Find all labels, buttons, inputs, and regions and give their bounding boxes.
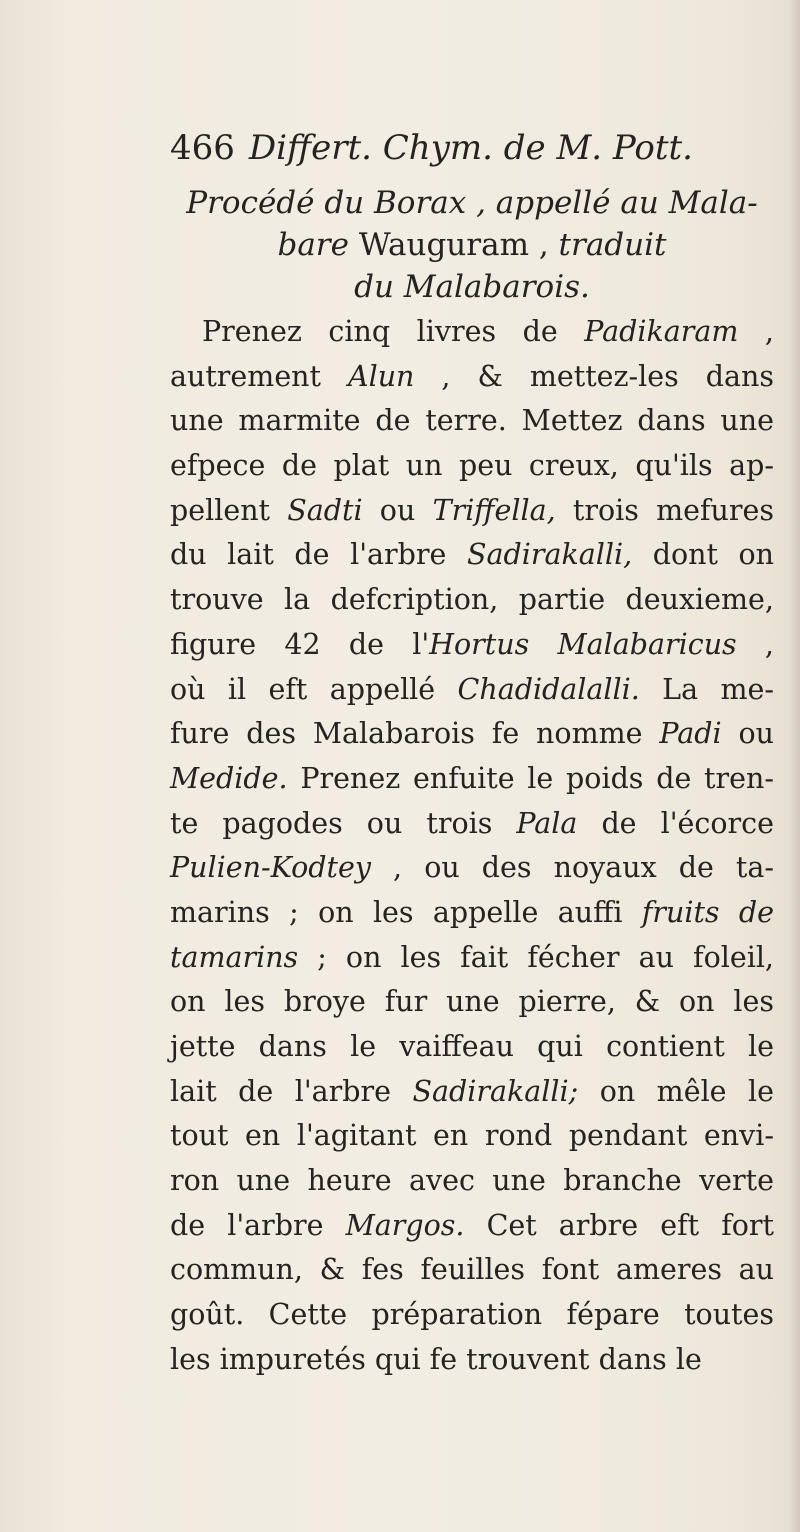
text-line: marins ; on les appelle auffi fruits de <box>170 895 775 929</box>
text-line: efpece de plat un peu creux, qu'ils ap- <box>170 449 774 483</box>
section-title <box>170 182 774 308</box>
text-line: on les broye fur une pierre, & on les <box>170 985 774 1019</box>
text-line: trouve la defcription, partie deuxieme, <box>170 583 774 617</box>
text-line: goût. Cette préparation fépare toutes <box>170 1298 774 1332</box>
text-line: Pulien-Kodtey , ou des noyaux de ta- <box>170 851 774 885</box>
text-line: tout en l'agitant en rond pendant envi- <box>170 1119 774 1153</box>
page-edge-shadow <box>788 0 800 1532</box>
text-line: tamarins ; on les fait fécher au foleil, <box>170 940 774 974</box>
running-header <box>170 128 750 168</box>
running-title: Differt. Chym. de M. Pott. <box>248 128 693 168</box>
text-line: jette dans le vaiffeau qui contient le <box>170 1030 774 1063</box>
text-line: fure des Malabarois fe nomme Padi ou <box>170 717 774 751</box>
text-line: commun, & fes feuilles font ameres au <box>170 1253 774 1287</box>
title-line-2-part-2: Wauguram , <box>358 227 549 263</box>
text-line: les impuretés qui fe trouvent dans le <box>170 1342 702 1376</box>
text-line: pellent Sadti ou Triffella, trois mefures <box>170 493 774 527</box>
text-line: où il eft appellé Chadidalalli. La me- <box>170 672 774 706</box>
title-line-3: du Malabarois. <box>354 269 590 305</box>
text-line: ron une heure avec une branche verte <box>170 1164 774 1198</box>
title-line-2 <box>170 224 774 266</box>
text-line: lait de l'arbre Sadirakalli; on mêle le <box>170 1074 775 1108</box>
text-line: autrement Alun , & mettez-les dans <box>170 359 774 393</box>
body-paragraph <box>170 310 774 1383</box>
text-line: Prenez cinq livres de Padikaram , <box>202 315 774 348</box>
text-line: de l'arbre Margos. Cet arbre eft fort <box>170 1208 774 1242</box>
text-line: figure 42 de l'Hortus Malabaricus , <box>170 627 774 661</box>
title-line-1: Procédé du Borax , appellé au Mala- <box>186 185 758 221</box>
text-line: te pagodes ou trois Pala de l'écorce <box>170 806 774 840</box>
title-line-2-part-1: bare <box>277 227 349 263</box>
text-line: une marmite de terre. Mettez dans une <box>170 404 774 438</box>
text-line: Medide. Prenez enfuite le poids de tren- <box>170 761 774 795</box>
page-number: 466 <box>170 128 235 168</box>
title-line-2-part-3: traduit <box>558 227 667 263</box>
text-line: du lait de l'arbre Sadirakalli, dont on <box>170 538 775 572</box>
